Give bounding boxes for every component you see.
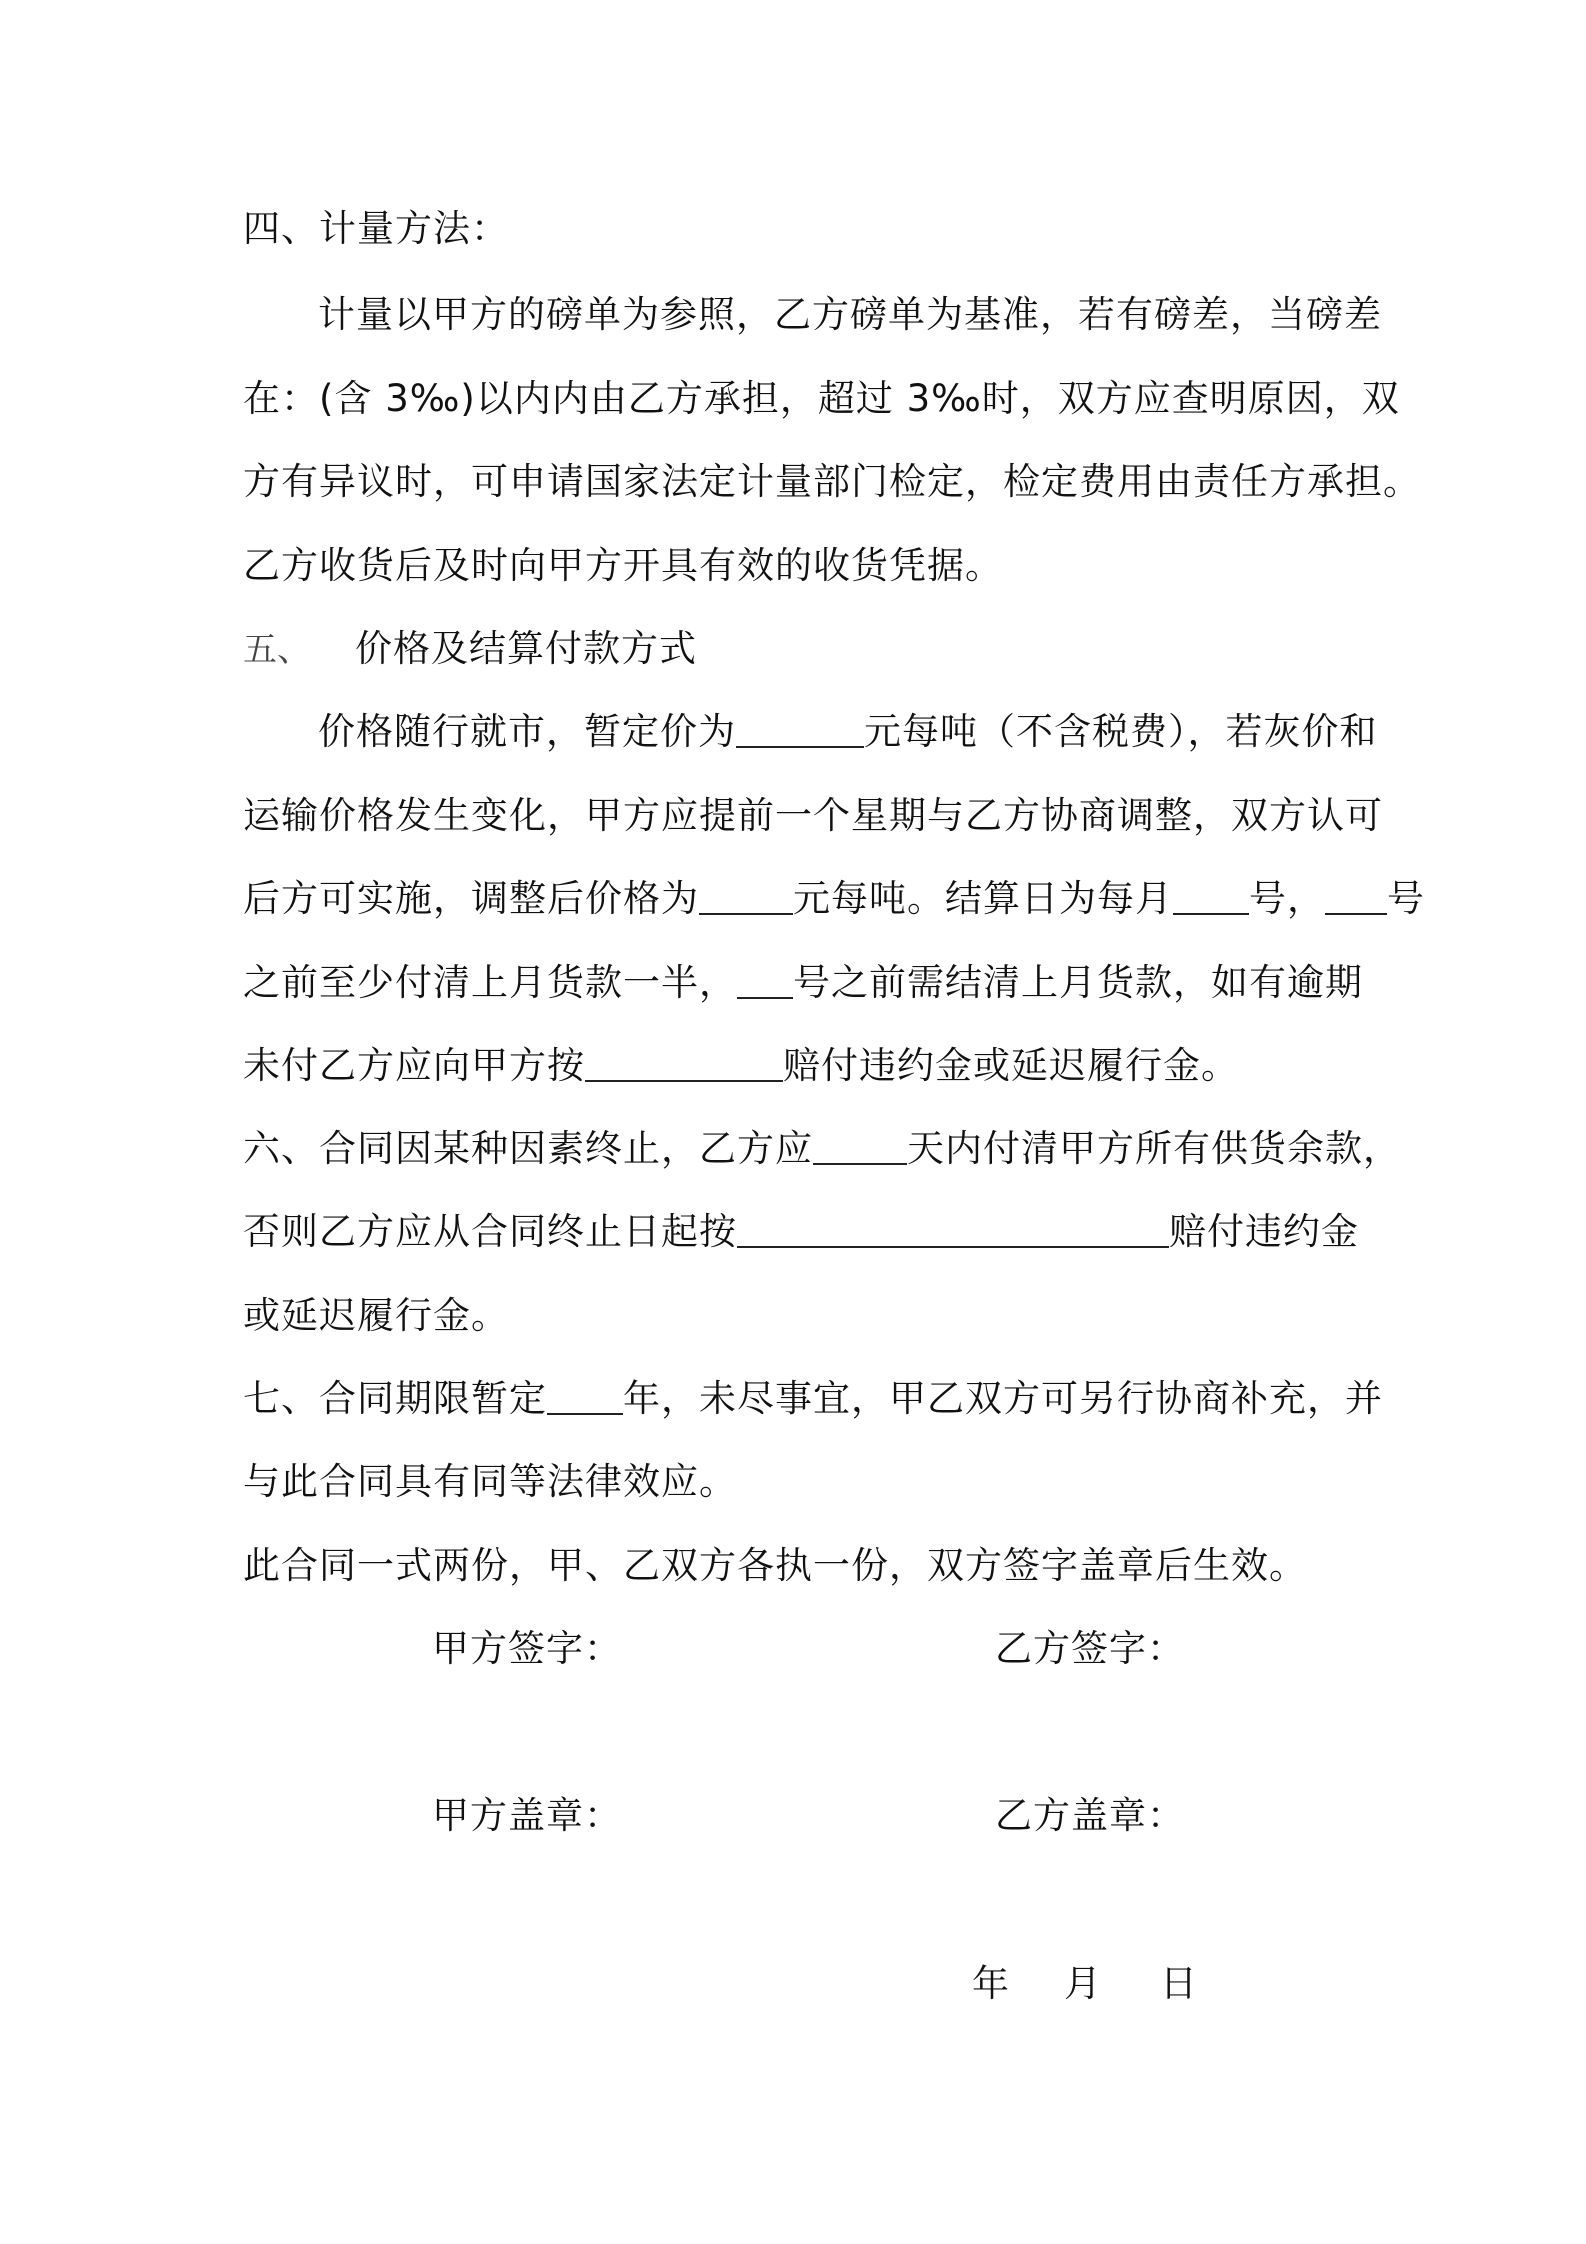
section-5-line-3: 后方可实施，调整后价格为 元每吨。结算日为每月 号， 号 bbox=[243, 877, 1425, 920]
section-7-line-1: 七、合同期限暂定 年，未尽事宜，甲乙双方可另行协商补充，并 bbox=[243, 1377, 1383, 1420]
full-payment-day-blank bbox=[737, 961, 793, 999]
section-4-line-2: 在：(含 3‰)以内内由乙方承担，超过 3‰时，双方应查明原因，双 bbox=[243, 377, 1400, 420]
section-6-line-3: 或延迟履行金。 bbox=[243, 1294, 509, 1337]
date-day-label: 日 bbox=[1160, 1962, 1197, 2005]
section-5-line-5: 未付乙方应向甲方按 赔付违约金或延迟履行金。 bbox=[243, 1044, 1239, 1087]
party-a-signature-label: 甲方签字： bbox=[432, 1627, 622, 1670]
section-5-number: 五、 bbox=[243, 630, 311, 670]
section-6-line-2: 否则乙方应从合同终止日起按 赔付违约金 bbox=[243, 1210, 1359, 1253]
half-payment-day-blank bbox=[1325, 877, 1387, 915]
party-a-seal-label: 甲方盖章： bbox=[432, 1794, 622, 1837]
section-4-line-3: 方有异议时，可申请国家法定计量部门检定，检定费用由责任方承担。 bbox=[243, 460, 1421, 503]
termination-penalty-blank bbox=[737, 1210, 1169, 1248]
date-year-label: 年 bbox=[972, 1962, 1009, 2005]
price-blank bbox=[736, 710, 864, 748]
closing-statement: 此合同一式两份，甲、乙双方各执一份，双方签字盖章后生效。 bbox=[243, 1544, 1307, 1587]
date-month-label: 月 bbox=[1064, 1962, 1101, 2005]
section-6-line-1: 六、合同因某种因素终止，乙方应 天内付清甲方所有供货余款， bbox=[243, 1127, 1401, 1170]
section-5-heading-row bbox=[243, 625, 697, 673]
section-4-line-4: 乙方收货后及时向甲方开具有效的收货凭据。 bbox=[243, 544, 1003, 587]
settlement-day-blank bbox=[1173, 877, 1249, 915]
section-5-line-2: 运输价格发生变化，甲方应提前一个星期与乙方协商调整，双方认可 bbox=[243, 794, 1383, 837]
adjusted-price-blank bbox=[699, 877, 793, 915]
contract-term-blank bbox=[547, 1377, 623, 1415]
section-4-line-1: 计量以甲方的磅单为参照，乙方磅单为基准，若有磅差，当磅差 bbox=[318, 293, 1382, 336]
section-5-line-1: 价格随行就市，暂定价为 元每吨（不含税费），若灰价和 bbox=[318, 710, 1378, 753]
section-7-line-2: 与此合同具有同等法律效应。 bbox=[243, 1460, 737, 1503]
section-4-heading: 四、计量方法： bbox=[243, 207, 509, 250]
party-b-signature-label: 乙方签字： bbox=[995, 1627, 1185, 1670]
penalty-rate-blank bbox=[585, 1044, 783, 1082]
section-5-line-4: 之前至少付清上月货款一半， 号之前需结清上月货款，如有逾期 bbox=[243, 961, 1363, 1004]
party-b-seal-label: 乙方盖章： bbox=[995, 1794, 1185, 1837]
termination-days-blank bbox=[813, 1127, 907, 1165]
section-5-heading: 价格及结算付款方式 bbox=[355, 627, 697, 670]
